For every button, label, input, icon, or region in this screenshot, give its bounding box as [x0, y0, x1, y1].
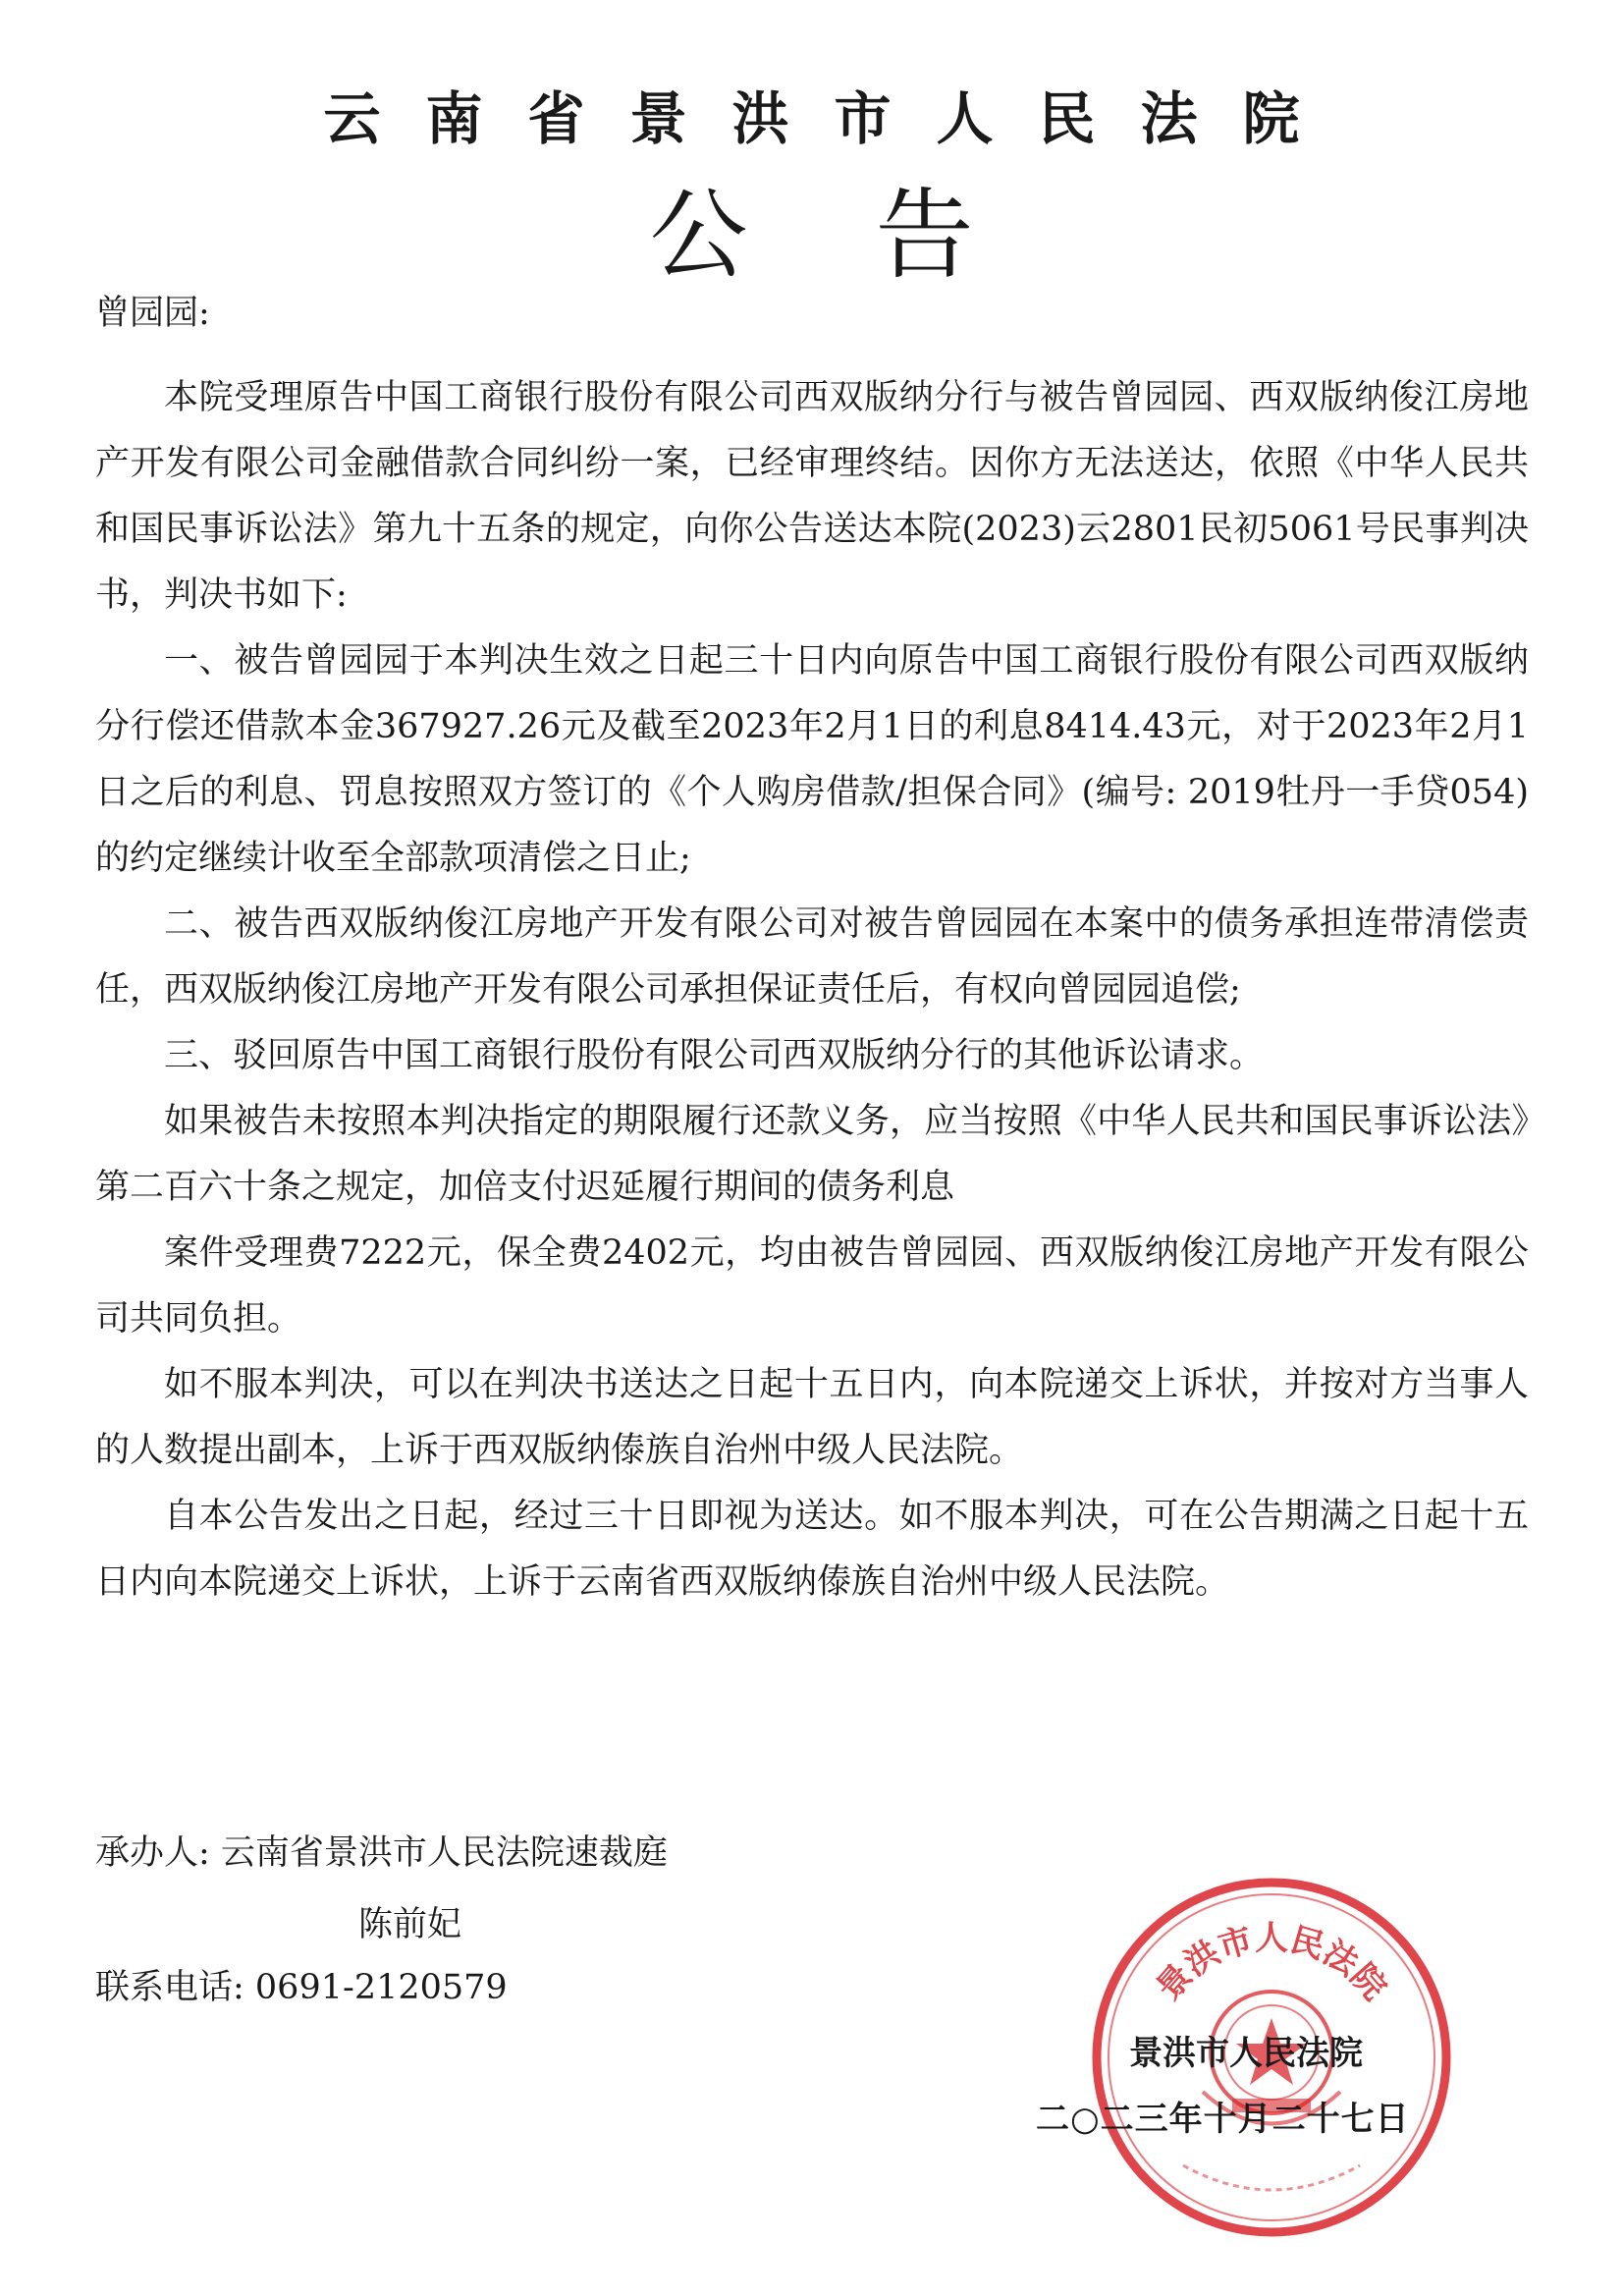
paragraph-judgment-item-2: 二、被告西双版纳俊江房地产开发有限公司对被告曾园园在本案中的债务承担连带清偿责任，西双版纳俊江房地产开发有限公司承担保证责任后，有权向曾园园追偿;	[95, 904, 1529, 1010]
paragraph-appeal-right: 如不服本判决，可以在判决书送达之日起十五日内，向本院递交上诉状，并按对方当事人的人数提出副本，上诉于西双版纳傣族自治州中级人民法院。	[95, 1365, 1529, 1470]
paragraph-judgment-item-1: 一、被告曾园园于本判决生效之日起三十日内向原告中国工商银行股份有限公司西双版纳分行偿还借款本金367927.26元及截至2023年2月1日的利息8414.43元，对于2023年2月1日之后的利息、罚息按照双方签订的《个人购房借款/担保合同》(编号: 2019牡丹一手贷054)的约定继续计收至全部款项清偿之日止;	[95, 641, 1529, 878]
judge-name: 陈前妃	[358, 1905, 462, 1944]
document-title: 公告	[649, 178, 1102, 293]
paragraph-court-fees: 案件受理费7222元，保全费2402元，均由被告曾园园、西双版纳俊江房地产开发有限公司共同负担。	[95, 1233, 1529, 1339]
paragraph-service-notice: 自本公告发出之日起，经过三十日即视为送达。如不服本判决，可在公告期满之日起十五日内向本院递交上诉状，上诉于云南省西双版纳傣族自治州中级人民法院。	[95, 1497, 1529, 1602]
salutation: 曾园园:	[95, 294, 210, 333]
issue-date: 二○二三年十月二十七日	[1036, 2100, 1410, 2139]
paragraph-delay-interest: 如果被告未按照本判决指定的期限履行还款义务，应当按照《中华人民共和国民事诉讼法》第二百六十条之规定，加倍支付迟延履行期间的债务利息	[95, 1102, 1529, 1207]
paragraph-judgment-item-3: 三、驳回原告中国工商银行股份有限公司西双版纳分行的其他诉讼请求。	[164, 1036, 1265, 1075]
svg-text:景洪市人民法院: 景洪市人民法院	[1149, 1919, 1394, 2008]
announcement-body	[95, 365, 1529, 1615]
court-name-heading: 云南省景洪市人民法院	[323, 85, 1345, 152]
issuing-court: 景洪市人民法院	[1129, 2034, 1363, 2073]
contact-phone: 联系电话: 0691-2120579	[95, 1968, 508, 2007]
paragraph-case-intro: 本院受理原告中国工商银行股份有限公司西双版纳分行与被告曾园园、西双版纳俊江房地产开发有限公司金融借款合同纠纷一案，已经审理终结。因你方无法送达，依照《中华人民共和国民事诉讼法》第九十五条的规定，向你公告送达本院(2023)云2801民初5061号民事判决书，判决书如下:	[95, 378, 1529, 615]
handler-line: 承办人: 云南省景洪市人民法院速裁庭	[95, 1833, 668, 1873]
